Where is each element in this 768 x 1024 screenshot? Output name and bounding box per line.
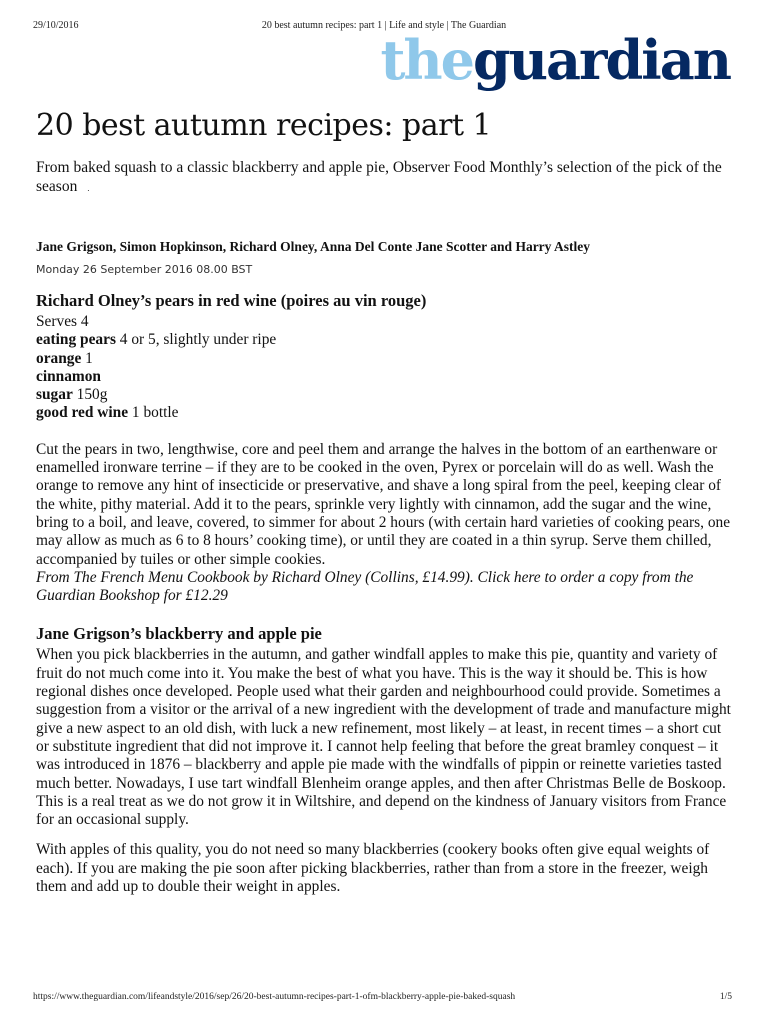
ingredient-name: sugar (36, 386, 73, 404)
article-body (36, 290, 736, 896)
article-standfirst (36, 158, 736, 198)
logo-the: the (380, 28, 474, 92)
article-dateline: Monday 26 September 2016 08.00 BST (36, 263, 253, 276)
recipe-intro-pie: When you pick blackberries in the autumn, and gather windfall apples to make this pie, quantity and variety of fruit do not much come into it. You make the best of what you have. This is the way it should be. This is how regional dishes once developed. People used what their garden and neighbourhood could provide. Sometimes a suggestion from a visitor or the arrival of a new ingredient with the development of trade and manufacture might give a new aspect to an old dish, with luck a new refinement, most likely – at least, in recent times – a short cut or substitute ingredient that did not improve it. I cannot help feeling that before the great bramley conquest – it was introduced in 1876 – blackberry and apple pie made with the windfalls of pippin or reinette varieties tasted much better. Nowadays, I use tart windfall Blenheim orange apples, and then after Christmas Belle de Boskoop. This is a real treat as we do not grow it in Wiltshire, and depend on the kindness of January visitors from France for an occasional supply. (36, 646, 731, 829)
ingredient-list-pears (36, 313, 736, 423)
print-url: https://www.theguardian.com/lifeandstyle/2016/sep/26/20-best-autumn-recipes-part-1-ofm-blackberry-apple-pie-baked-squash (33, 992, 516, 1002)
ingredient-item (36, 404, 736, 422)
article-headline: 20 best autumn recipes: part 1 (36, 108, 492, 143)
recipe-method-pears: Cut the pears in two, lengthwise, core and peel them and arrange the halves in the bottom of an earthenware or enamelled ironware terrine – if they are to be cooked in the oven, Pyrex or porcelain will do as well. Wash the orange to remove any hint of insecticide or preservative, and shave a long spiral from the peel, keeping clear of the white, pithy material. Add it to the pears, sprinkle very lightly with cinnamon, add the sugar and the wine, bring to a boil, and leave, covered, to simmer for about 2 hours (with certain hard varieties of cooking pears, one may allow as much as 6 to 8 hours’ cooking time), or until they are coated in a thin syrup. Serve them chilled, accompanied by tuiles or other simple cookies. (36, 440, 731, 568)
ingredient-name: cinnamon (36, 367, 101, 385)
recipe-para-pie: With apples of this quality, you do not need so many blackberries (cookery books often give equal weights of each). If you are making the pie soon after picking blackberries, rather than from a store in the freezer, weigh them and add up to double their weight in apples. (36, 841, 710, 896)
recipe-source-link[interactable]: From The French Menu Cookbook by Richard Olney (Collins, £14.99). Click here to order a copy from the Guardian Bookshop for £12.29 (36, 568, 694, 605)
article-byline[interactable]: Jane Grigson, Simon Hopkinson, Richard Olney, Anna Del Conte Jane Scotter and Harry Astley (36, 239, 591, 254)
ingredient-item (36, 331, 736, 349)
standfirst-text: From baked squash to a classic blackberry and apple pie, Observer Food Monthly’s selection of the pick of the season (36, 159, 722, 195)
ingredient-detail: 4 or 5, slightly under ripe (115, 331, 277, 349)
standfirst-mark: . (87, 184, 90, 193)
ingredient-item (36, 368, 736, 386)
logo-guardian: guardian (473, 28, 730, 92)
ingredient-item (36, 350, 736, 368)
print-header (0, 0, 768, 30)
ingredient-name: good red wine (36, 404, 129, 422)
ingredient-name: eating pears (36, 331, 116, 349)
ingredient-detail: 150g (72, 386, 108, 404)
ingredient-detail: 1 bottle (128, 404, 179, 422)
serves-text: Serves 4 (36, 313, 89, 330)
recipe-title-pie: Jane Grigson’s blackberry and apple pie (36, 624, 322, 644)
ingredient-detail: 1 (81, 349, 93, 367)
print-page-title: 20 best autumn recipes: part 1 | Life and style | The Guardian (261, 20, 507, 31)
guardian-logo[interactable] (380, 28, 730, 92)
ingredient-name: orange (36, 349, 82, 367)
print-date: 29/10/2016 (33, 20, 79, 31)
page-number: 1/5 (719, 992, 732, 1002)
recipe-title-pears: Richard Olney’s pears in red wine (poires au vin rouge) (36, 291, 427, 310)
ingredient-item (36, 386, 736, 404)
